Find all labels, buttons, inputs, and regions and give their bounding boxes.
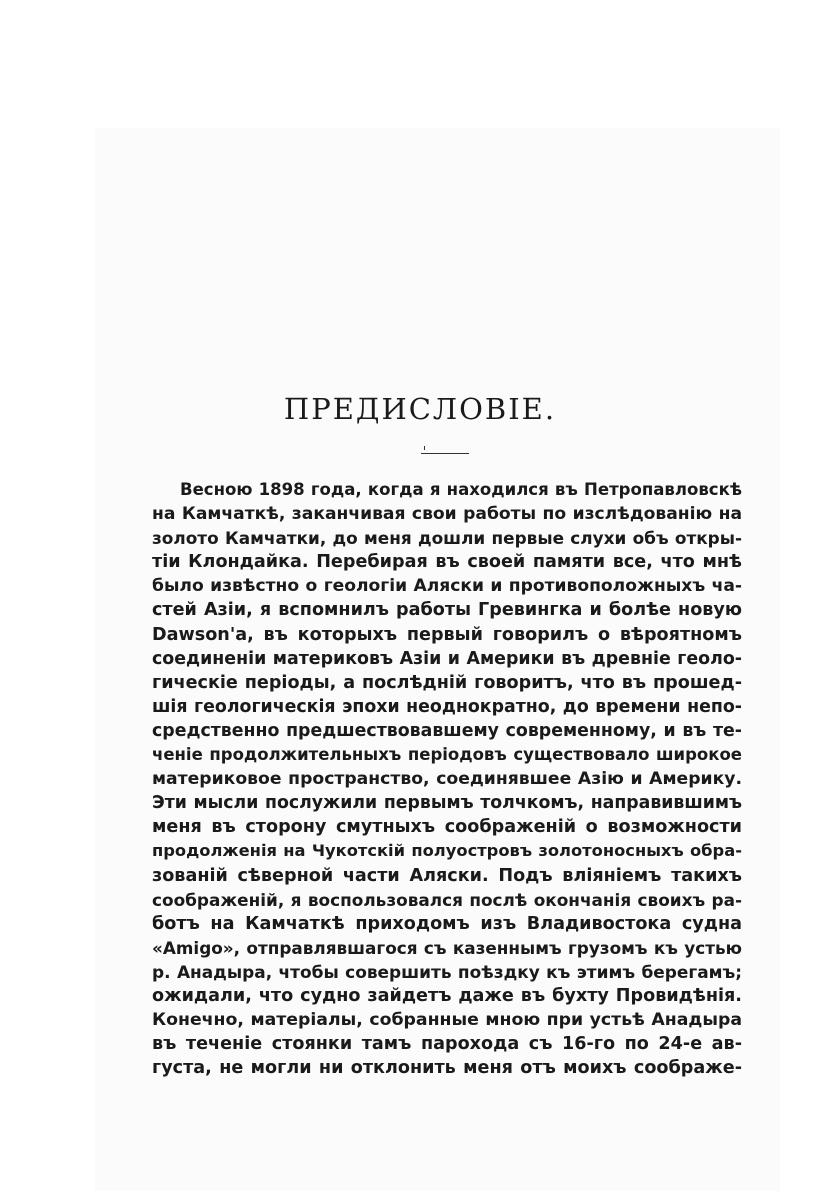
text-line: Dawson'a, въ которыхъ первый говорилъ о вѣроятномъ	[152, 624, 742, 645]
text-line: стей Азіи, я вспомнилъ работы Гревингка и болѣе новую	[152, 600, 742, 621]
text-line: было извѣстно о геологіи Аляски и противоположныхъ ча-	[152, 576, 742, 597]
text-line: тіи Клондайка. Перебирая въ своей памяти все, что мнѣ	[152, 552, 742, 573]
page-title: ПРЕДИСЛОВІЕ.	[283, 392, 557, 426]
text-line: золото Камчатки, до меня дошли первые слухи объ откры-	[152, 528, 742, 549]
text-line: продолженія на Чукотскій полуостровъ золотоносныхъ обра-	[152, 841, 742, 861]
text-line: средственно предшествовавшему современному, и въ те-	[152, 720, 742, 741]
text-line: меня въ сторону смутныхъ соображеній о возможности	[152, 817, 742, 838]
title-ornament-mark	[424, 446, 425, 450]
text-line: материковое пространство, соединявшее Азію и Америку.	[152, 769, 742, 790]
text-line: на Камчаткѣ, заканчивая свои работы по изслѣдованію на	[152, 504, 742, 525]
text-line: ожидали, что судно зайдетъ даже въ бухту Провидѣнія.	[152, 985, 742, 1006]
text-line: «Amigo», отправлявшагося съ казеннымъ грузомъ къ устью	[152, 937, 742, 958]
text-line: соединеніи материковъ Азіи и Америки въ древніе геоло-	[152, 648, 742, 669]
text-line: шія геологическія эпохи неоднократно, до времени непо-	[152, 696, 742, 717]
text-line: соображеній, я воспользовался послѣ окончанія своихъ ра-	[152, 889, 742, 910]
text-line: ченіе продолжительныхъ періодовъ существовало широкое	[152, 745, 742, 765]
text-line: въ теченіе стоянки тамъ парохода съ 16-го по 24-е ав-	[152, 1034, 742, 1055]
text-line: Конечно, матеріалы, собранные мною при устьѣ Анадыра	[152, 1010, 742, 1031]
title-divider	[421, 453, 469, 454]
text-line: Эти мысли послужили первымъ толчкомъ, направившимъ	[152, 793, 742, 814]
text-line: ботъ на Камчаткѣ приходомъ изъ Владивостока судна	[152, 913, 742, 934]
text-line: зованій сѣверной части Аляски. Подъ вліяніемъ такихъ	[152, 865, 742, 886]
text-line: густа, не могли ни отклонить меня отъ моихъ соображе-	[152, 1058, 742, 1079]
preface-paragraph	[152, 478, 742, 1080]
text-line: р. Анадыра, чтобы совершить поѣздку къ этимъ берегамъ;	[152, 961, 742, 982]
text-line: Весною 1898 года, когда я находился въ Петропавловскѣ	[180, 480, 742, 499]
text-line: гическіе періоды, а послѣдній говоритъ, что въ прошед-	[152, 672, 742, 693]
